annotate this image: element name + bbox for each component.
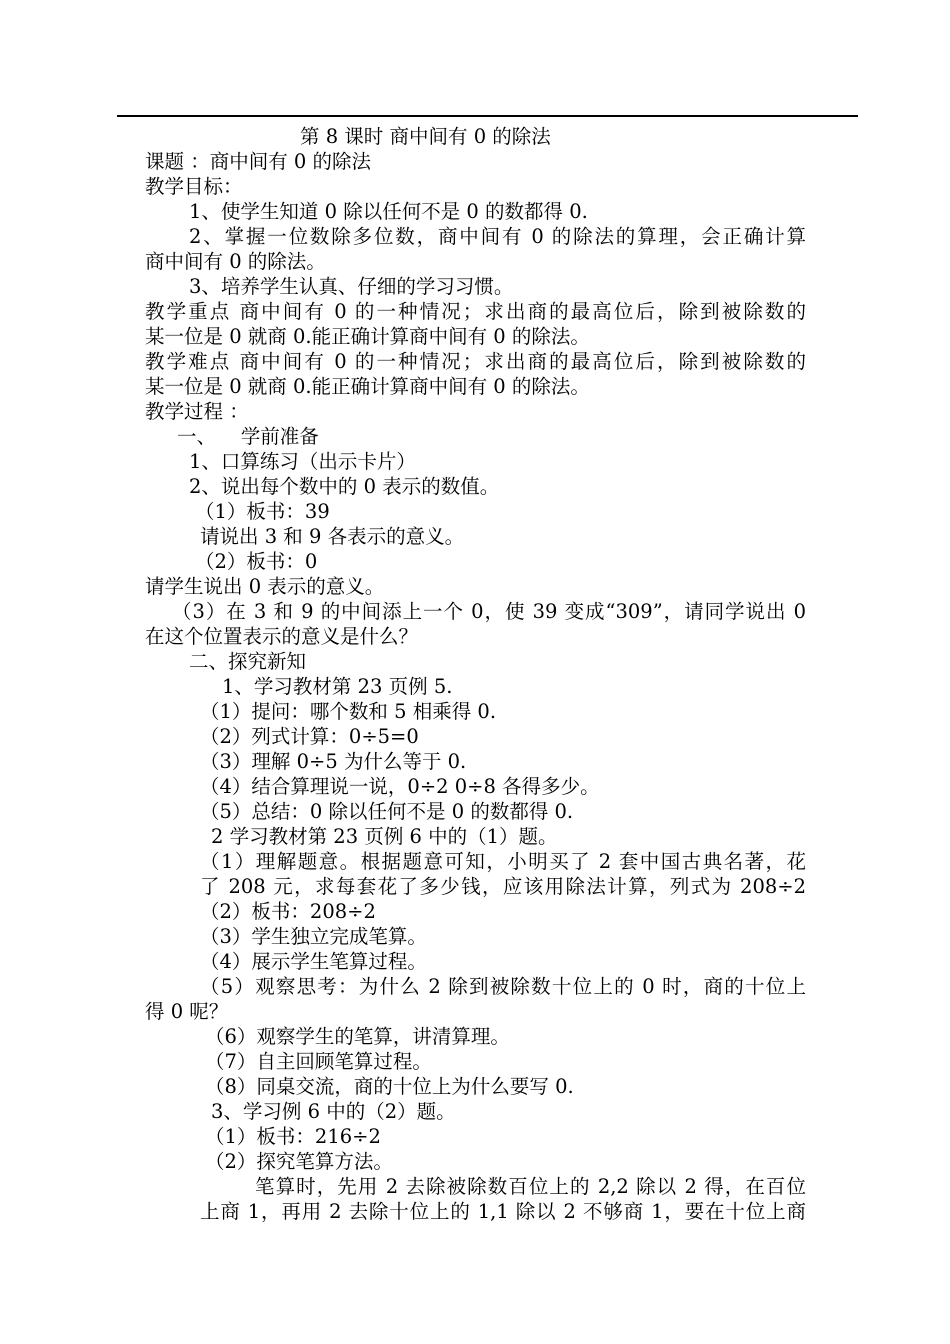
text-line: 2、说出每个数中的 0 表示的数值。 [189, 475, 500, 498]
text-line: （6）观察学生的笔算，讲清算理。 [205, 1025, 510, 1048]
text-line: （1）理解题意。根据题意可知，小明买了 2 套中国古典名著，花 [200, 850, 806, 873]
text-line: （1）提问：哪个数和 5 相乘得 0. [200, 700, 497, 723]
text-line: 二、探究新知 [189, 650, 307, 673]
text-line: 得 0 呢？ [145, 1000, 229, 1023]
text-line: 2 学习教材第 23 页例 6 中的（1）题。 [211, 825, 558, 848]
text-line: 教学目标： [145, 175, 243, 198]
text-line: 1、口算练习（出示卡片） [189, 450, 416, 473]
text-line: 2、掌握一位数除多位数，商中间有 0 的除法的算理，会正确计算 [189, 225, 806, 248]
text-line: 商中间有 0 的除法。 [145, 250, 326, 273]
text-line: 笔算时，先用 2 去除被除数百位上的 2,2 除以 2 得，在百位 [255, 1175, 806, 1198]
text-line: 上商 1，再用 2 去除十位上的 1,1 除以 2 不够商 1，要在十位上商 [200, 1200, 806, 1223]
text-line: 一、 学前准备 [177, 425, 319, 448]
text-line: 教学重点 商中间有 0 的一种情况；求出商的最高位后，除到被除数的 [145, 300, 806, 323]
text-line: （5）观察思考：为什么 2 除到被除数十位上的 0 时，商的十位上 [200, 975, 806, 998]
text-line: （4）结合算理说一说，0÷2 0÷8 各得多少。 [200, 775, 600, 798]
text-line: 在这个位置表示的意义是什么？ [145, 625, 419, 648]
text-line: （7）自主回顾笔算过程。 [205, 1050, 432, 1073]
text-line: （2）探究笔算方法。 [205, 1150, 393, 1173]
text-line: 请学生说出 0 表示的意义。 [145, 575, 385, 598]
text-line: 1、使学生知道 0 除以任何不是 0 的数都得 0. [189, 200, 588, 223]
text-line: （3）理解 0÷5 为什么等于 0. [200, 750, 467, 773]
text-line: 请说出 3 和 9 各表示的意义。 [200, 525, 465, 548]
text-line: 1、学习教材第 23 页例 5. [222, 675, 453, 698]
text-line: 教学难点 商中间有 0 的一种情况；求出商的最高位后，除到被除数的 [145, 350, 806, 373]
text-line: （1）板书：216÷2 [205, 1125, 381, 1148]
text-line: 某一位是 0 就商 0.能正确计算商中间有 0 的除法。 [145, 325, 590, 348]
text-line: 教学过程 ： [145, 400, 249, 423]
text-line: 3、培养学生认真、仔细的学习习惯。 [189, 275, 514, 298]
text-line: 某一位是 0 就商 0.能正确计算商中间有 0 的除法。 [145, 375, 590, 398]
text-line: （2）板书：0 [195, 550, 318, 573]
text-line: （8）同桌交流，商的十位上为什么要写 0. [205, 1075, 574, 1098]
text-line: （2）板书：208÷2 [200, 900, 376, 923]
text-line: 3、学习例 6 中的（2）题。 [211, 1100, 456, 1123]
text-line: （1）板书：39 [195, 500, 330, 523]
text-line: 了 208 元，求每套花了多少钱，应该用除法计算，列式为 208÷2 [200, 875, 806, 898]
page-title: 第 8 课时 商中间有 0 的除法 [300, 125, 551, 148]
text-line: （3）在 3 和 9 的中间添上一个 0，使 39 变成“309”，请同学说出 0 [172, 600, 806, 623]
text-line: （4）展示学生笔算过程。 [200, 950, 427, 973]
text-line: （5）总结：0 除以任何不是 0 的数都得 0. [200, 800, 574, 823]
text-line: （2）列式计算：0÷5=0 [200, 725, 419, 748]
text-line: （3）学生独立完成笔算。 [200, 925, 427, 948]
text-line: 课题 ：商中间有 0 的除法 [145, 150, 372, 173]
header-rule [117, 115, 858, 117]
